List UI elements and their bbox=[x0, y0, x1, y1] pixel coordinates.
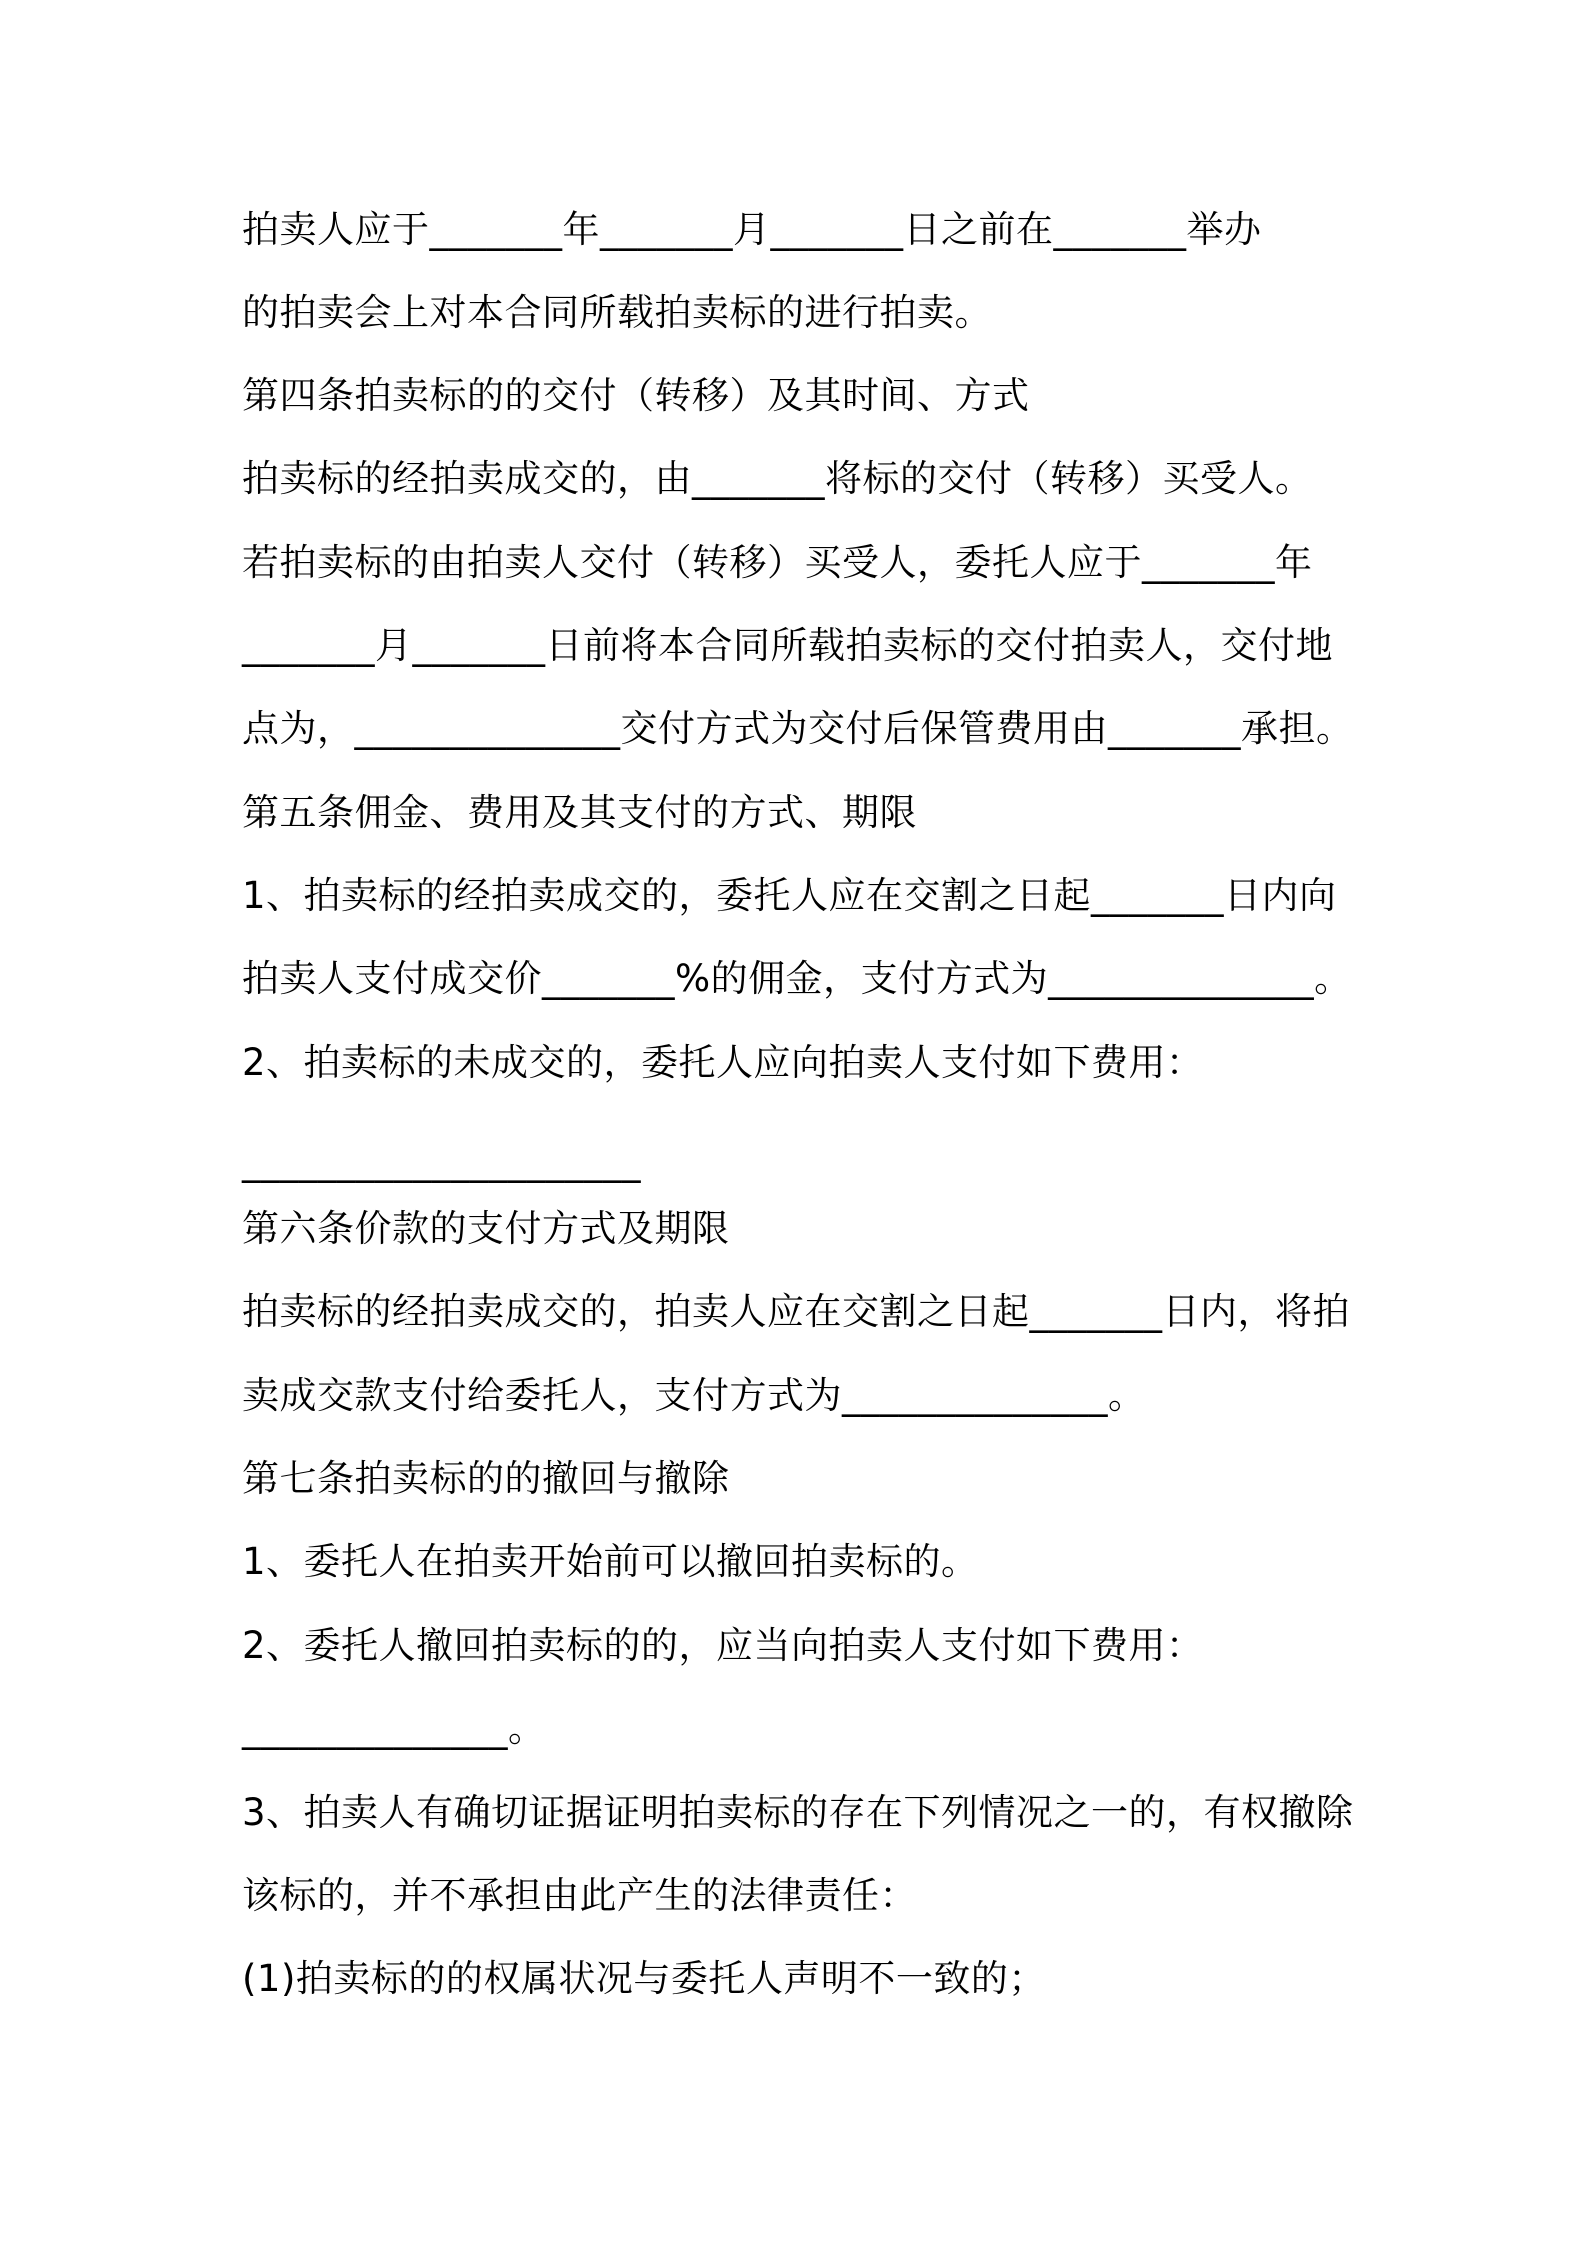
text-line: 3、拍卖人有确切证据证明拍卖标的存在下列情况之一的，有权撤除 bbox=[242, 1791, 1354, 1834]
text-line: 的拍卖会上对本合同所载拍卖标的进行拍卖。 bbox=[242, 291, 992, 334]
text-line: 拍卖标的经拍卖成交的，拍卖人应在交割之日起_______日内，将拍 bbox=[242, 1290, 1350, 1333]
section-heading: 第六条价款的支付方式及期限 bbox=[242, 1207, 730, 1250]
text-line: ______________。 bbox=[242, 1707, 546, 1750]
text-line: 1、拍卖标的经拍卖成交的，委托人应在交割之日起_______日内向 bbox=[242, 874, 1337, 917]
section-heading: 第七条拍卖标的的撤回与撤除 bbox=[242, 1457, 730, 1500]
text-line: 点为，______________交付方式为交付后保管费用由_______承担。 bbox=[242, 707, 1354, 750]
section-heading: 第四条拍卖标的的交付（转移）及其时间、方式 bbox=[242, 374, 1030, 417]
text-line: 1、委托人在拍卖开始前可以撤回拍卖标的。 bbox=[242, 1540, 979, 1583]
text-line: _____________________ bbox=[242, 1140, 641, 1183]
text-line: (1)拍卖标的的权属状况与委托人声明不一致的； bbox=[242, 1957, 1046, 2000]
text-line: 2、委托人撤回拍卖标的的，应当向拍卖人支付如下费用： bbox=[242, 1624, 1204, 1667]
text-line: 拍卖人应于_______年_______月_______日之前在_______举办 bbox=[242, 208, 1262, 251]
text-line: 2、拍卖标的未成交的，委托人应向拍卖人支付如下费用： bbox=[242, 1041, 1204, 1084]
text-line: 拍卖标的经拍卖成交的，由_______将标的交付（转移）买受人。 bbox=[242, 457, 1313, 500]
section-heading: 第五条佣金、费用及其支付的方式、期限 bbox=[242, 791, 917, 834]
text-line: 该标的，并不承担由此产生的法律责任： bbox=[242, 1874, 917, 1917]
text-line: _______月_______日前将本合同所载拍卖标的交付拍卖人，交付地 bbox=[242, 624, 1333, 667]
text-line: 卖成交款支付给委托人，支付方式为______________。 bbox=[242, 1374, 1146, 1417]
text-line: 拍卖人支付成交价_______%的佣金，支付方式为______________。 bbox=[242, 957, 1352, 1000]
text-line: 若拍卖标的由拍卖人交付（转移）买受人，委托人应于_______年 bbox=[242, 541, 1313, 584]
